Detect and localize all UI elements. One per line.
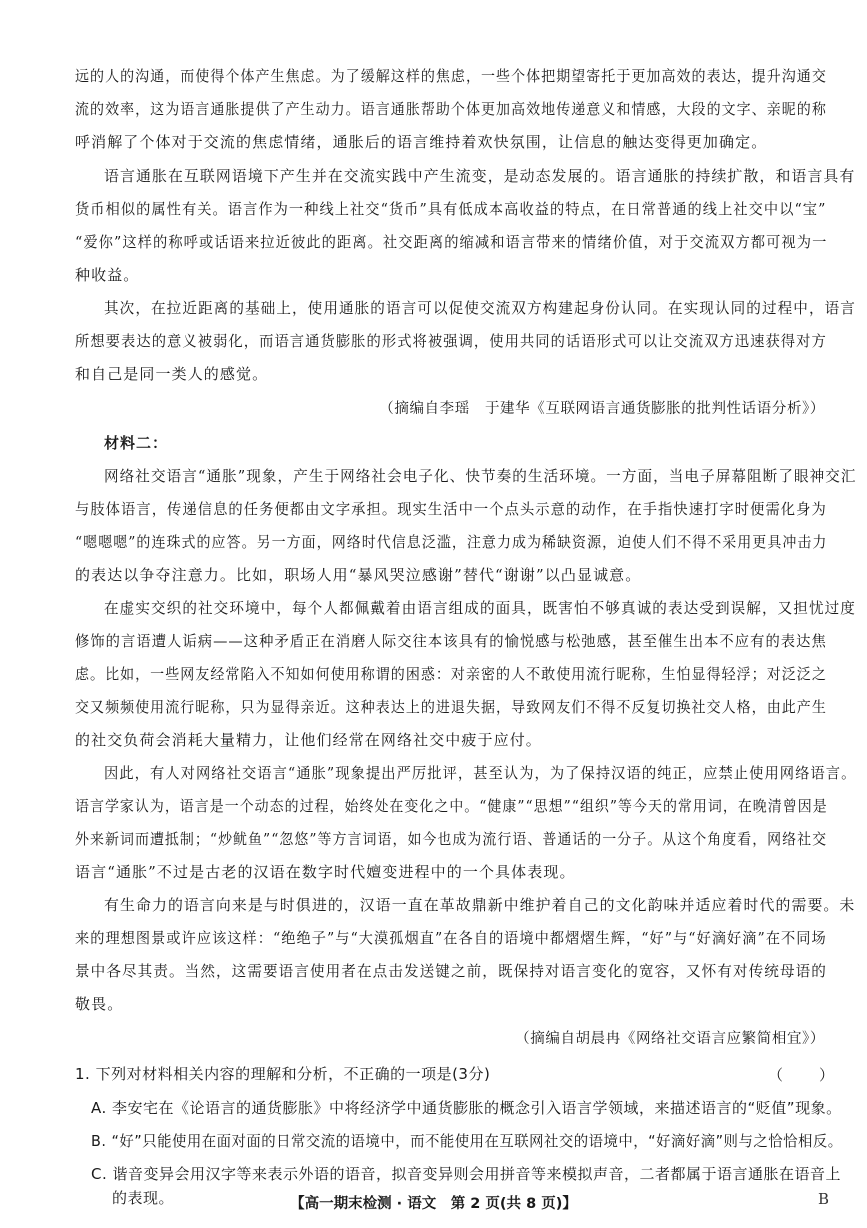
text-line: 有生命力的语言向来是与时俱进的，汉语一直在革故鼎新中维护着自己的文化韵味并适应着时代的需要。未	[104, 896, 856, 914]
text-line: 虑。比如，一些网友经常陷入不知如何使用称谓的困惑：对亲密的人不敢使用流行昵称，生怕显得轻浮；对泛泛之	[75, 665, 827, 683]
text-line: 修饰的言语遭人诟病——这种矛盾正在消磨人际交往本该具有的愉悦感与松弛感，甚至催生出本不应有的表达焦	[75, 632, 827, 650]
text-line: 外来新词而遭抵制；“炒鱿鱼”“忽悠”等方言词语，如今也成为流行语、普通话的一分子。从这个角度看，网络社交	[75, 830, 828, 848]
text-line: 网络社交语言“通胀”现象，产生于网络社会电子化、快节奏的生活环境。一方面，当电子屏幕阻断了眼神交汇	[104, 467, 857, 485]
text-line: 流的效率，这为语言通胀提供了产生动力。语言通胀帮助个体更加高效地传递意义和情感，大段的文字、亲昵的称	[75, 100, 827, 118]
text-line: 景中各尽其责。当然，这需要语言使用者在点击发送键之前，既保持对语言变化的宽容，又怀有对传统母语的	[75, 962, 827, 980]
text-line: 所想要表达的意义被弱化，而语言通货膨胀的形式将被强调，使用共同的话语形式可以让交流双方迅速获得对方	[75, 332, 827, 350]
text-line: 的社交负荷会消耗大量精力，让他们经常在网络社交中疲于应付。	[75, 731, 542, 749]
text-line: 与肢体语言，传递信息的任务便都由文字承担。现实生活中一个点头示意的动作，在手指快速打字时便需化身为	[75, 500, 827, 518]
text-line: 其次，在拉近距离的基础上，使用通胀的语言可以促使交流双方构建起身份认同。在实现认同的过程中，语言	[104, 299, 856, 317]
text-line: 呼消解了个体对于交流的焦虑情绪，通胀后的语言维持着欢快氛围，让信息的触达变得更加确定。	[75, 133, 768, 151]
text-line: 和自己是同一类人的感觉。	[75, 365, 269, 383]
text-line: 远的人的沟通，而使得个体产生焦虑。为了缓解这样的焦虑，一些个体把期望寄托于更加高效的表达，提升沟通交	[75, 67, 827, 85]
option-c-continued: 的表现。	[112, 1189, 175, 1207]
text-line: 因此，有人对网络社交语言“通胀”现象提出严厉批评，甚至认为，为了保持汉语的纯正，应禁止使用网络语言。	[104, 764, 857, 782]
answer-blank[interactable]: （ ）	[768, 1066, 837, 1084]
text-line: “嗯嗯嗯”的连珠式的应答。另一方面，网络时代信息泛滥，注意力成为稀缺资源，迫使人们不得不采用更具冲击力	[75, 533, 828, 551]
material-heading: 材料二：	[104, 434, 169, 452]
text-line: 语言学家认为，语言是一个动态的过程，始终处在变化之中。“健康”“思想”“组织”等今天的常用词，在晚清曾因是	[75, 797, 828, 815]
paper-version-mark: B	[818, 1190, 830, 1208]
source-citation: （摘编自李瑶 于建华《互联网语言通货膨胀的批判性话语分析》）	[379, 401, 825, 417]
text-line: 来的理想图景或许应该这样：“绝绝子”与“大漠孤烟直”在各自的语境中都熠熠生辉，“好”与“好滴好滴”在不同场	[75, 929, 827, 947]
text-line: 语言通胀在互联网语境下产生并在交流实践中产生流变，是动态发展的。语言通胀的持续扩散，和语言具有	[104, 167, 856, 185]
question-stem: 1. 下列对材料相关内容的理解和分析，不正确的一项是(3分)	[75, 1065, 491, 1083]
option-b: B. “好”只能使用在面对面的日常交流的语境中，而不能使用在互联网社交的语境中，“好滴好滴”则与之恰恰相反。	[91, 1132, 843, 1150]
text-line: 种收益。	[75, 266, 140, 284]
text-line: 的表达以争夺注意力。比如，职场人用“暴风哭泣感谢”替代“谢谢”以凸显诚意。	[75, 566, 642, 584]
page-footer: 【高一期末检测 · 语文 第 2 页(共 8 页)】	[290, 1196, 577, 1212]
text-line: “爱你”这样的称呼或话语来拉近彼此的距离。社交距离的缩减和语言带来的情绪价值，对于交流双方都可视为一	[75, 233, 828, 251]
option-c: C. 谐音变异会用汉字等来表示外语的语音，拟音变异则会用拼音等来模拟声音，二者都属于语言通胀在语音上	[91, 1165, 842, 1183]
text-line: 货币相似的属性有关。语言作为一种线上社交“货币”具有低成本高收益的特点，在日常普通的线上社交中以“宝”	[75, 200, 827, 218]
text-line: 在虚实交织的社交环境中，每个人都佩戴着由语言组成的面具，既害怕不够真诚的表达受到误解，又担忧过度	[104, 599, 856, 617]
text-line: 语言“通胀”不过是古老的汉语在数字时代嬗变进程中的一个具体表现。	[75, 863, 576, 881]
option-a: A. 李安宅在《论语言的通货膨胀》中将经济学中通货膨胀的概念引入语言学领域，来描述语言的“贬值”现象。	[91, 1099, 842, 1117]
source-citation: （摘编自胡晨冉《网络社交语言应繁简相宜》）	[515, 1031, 825, 1047]
text-line: 交又频频使用流行昵称，只为显得亲近。这种表达上的进退失据，导致网友们不得不反复切换社交人格，由此产生	[75, 698, 827, 716]
text-line: 敬畏。	[75, 995, 124, 1013]
